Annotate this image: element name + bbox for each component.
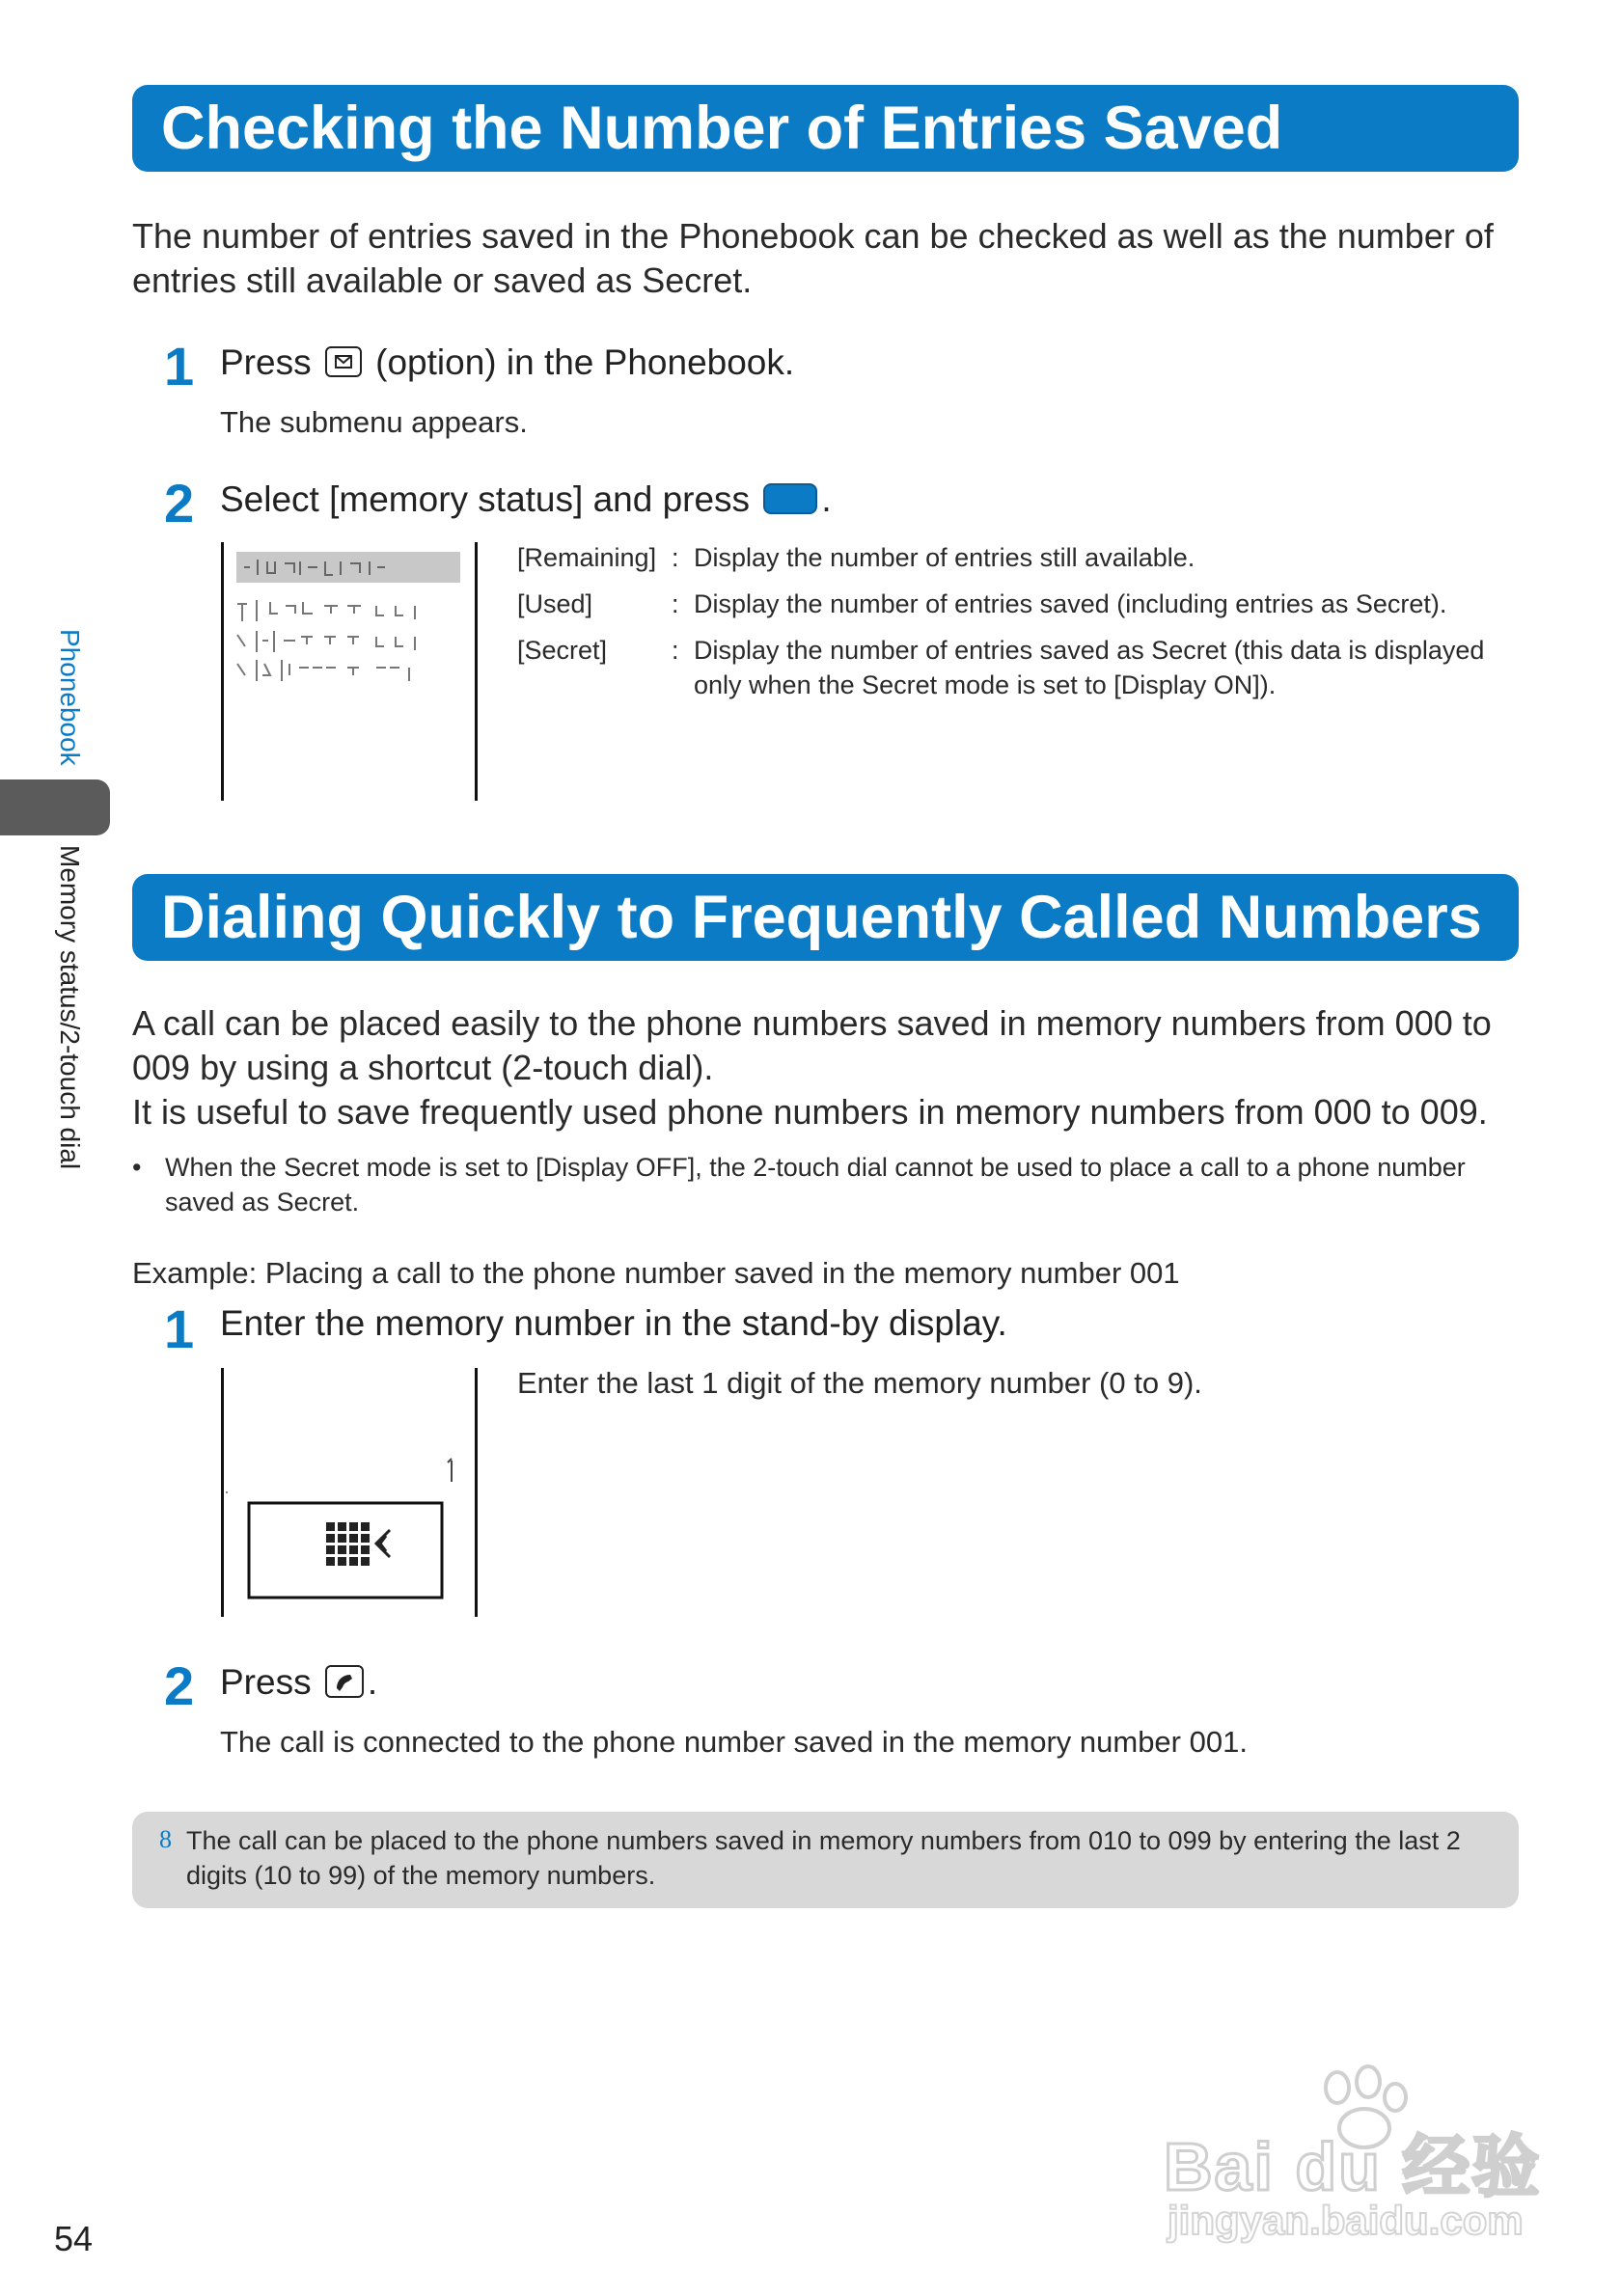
page-number: 54	[54, 2219, 94, 2258]
standby-display-graphic	[224, 1368, 475, 1617]
step2-instruction	[220, 1661, 377, 1704]
section1-intro: The number of entries saved in the Phonebook can be checked as well as the number of entries still available or saved as Secret.	[132, 216, 1494, 300]
section2-intro-1: A call can be placed easily to the phone numbers saved in memory numbers from 000 to 009 by using a shortcut (2-touch dial).	[132, 1003, 1492, 1087]
step1-note: Enter the last 1 digit of the memory number (0 to 9).	[517, 1366, 1202, 1400]
info-note-box	[132, 1812, 1519, 1908]
garbled-title-glyphs	[236, 552, 460, 583]
definition-desc: Display the number of entries saved (including entries as Secret).	[694, 589, 1447, 618]
step1-instruction: Enter the memory number in the stand-by display.	[220, 1303, 1007, 1343]
step-text-post: .	[821, 479, 832, 519]
call-key-icon	[325, 1665, 364, 1698]
section2-intro-2: It is useful to save frequently used phone numbers in memory numbers from 000 to 009.	[132, 1092, 1488, 1132]
side-section-label: Phonebook	[55, 629, 85, 766]
note-marker: 8	[159, 1825, 172, 1853]
step-text-pre: Press	[220, 1662, 312, 1702]
step-number: 2	[164, 473, 195, 533]
step2-instruction	[220, 478, 832, 521]
step-number: 1	[164, 1298, 195, 1359]
step-text-post: .	[367, 1662, 378, 1702]
step-text-pre: Select [memory status] and press	[220, 479, 751, 519]
watermark-brand: Bai du 经验	[1164, 2129, 1542, 2204]
definition-term: [Remaining]	[517, 543, 657, 572]
example-heading: Example: Placing a call to the phone number saved in the memory number 001	[132, 1256, 1180, 1290]
mail-key-icon	[325, 346, 362, 377]
step-text-post: (option) in the Phonebook.	[375, 342, 795, 382]
definition-term: [Secret]	[517, 636, 608, 665]
definition-separator: :	[672, 543, 679, 572]
definition-separator: :	[672, 589, 679, 618]
step-text-pre: Press	[220, 342, 312, 382]
bullet-text: When the Secret mode is set to [Display OFF], the 2-touch dial cannot be used to place a call to a phone number saved as Secret.	[165, 1153, 1466, 1216]
note-text: The call can be placed to the phone numbers saved in memory numbers from 010 to 099 by entering the last 2 digits (10 to 99) of the memory numbers.	[186, 1826, 1461, 1890]
garbled-screen-rows	[232, 596, 475, 702]
phone-screen-standby	[221, 1368, 478, 1617]
step1-instruction	[220, 342, 794, 384]
definition-desc: Display the number of entries saved as Secret (this data is displayed only when the Secret mode is set to [Display ON]).	[694, 636, 1485, 699]
phone-screen-memory-status	[221, 542, 478, 801]
step-number: 1	[164, 336, 195, 396]
bullet-mark: •	[132, 1153, 142, 1182]
step1-result: The submenu appears.	[220, 405, 528, 439]
definition-separator: :	[672, 636, 679, 665]
definition-term: [Used]	[517, 589, 593, 618]
watermark-url: jingyan.baidu.com	[1168, 2198, 1524, 2243]
side-subsection-label: Memory status/2-touch dial	[55, 845, 85, 1170]
side-tab-marker	[0, 779, 110, 835]
step2-result: The call is connected to the phone number saved in the memory number 001.	[220, 1725, 1248, 1759]
section-title-entries-saved: Checking the Number of Entries Saved	[132, 85, 1519, 172]
section-title-two-touch-dial: Dialing Quickly to Frequently Called Numbers	[132, 874, 1519, 961]
center-key-icon	[763, 483, 817, 514]
definition-desc: Display the number of entries still available.	[694, 543, 1195, 572]
baidu-watermark	[1150, 2064, 1555, 2248]
screen-title-bar	[236, 552, 460, 583]
step-number: 2	[164, 1655, 195, 1716]
